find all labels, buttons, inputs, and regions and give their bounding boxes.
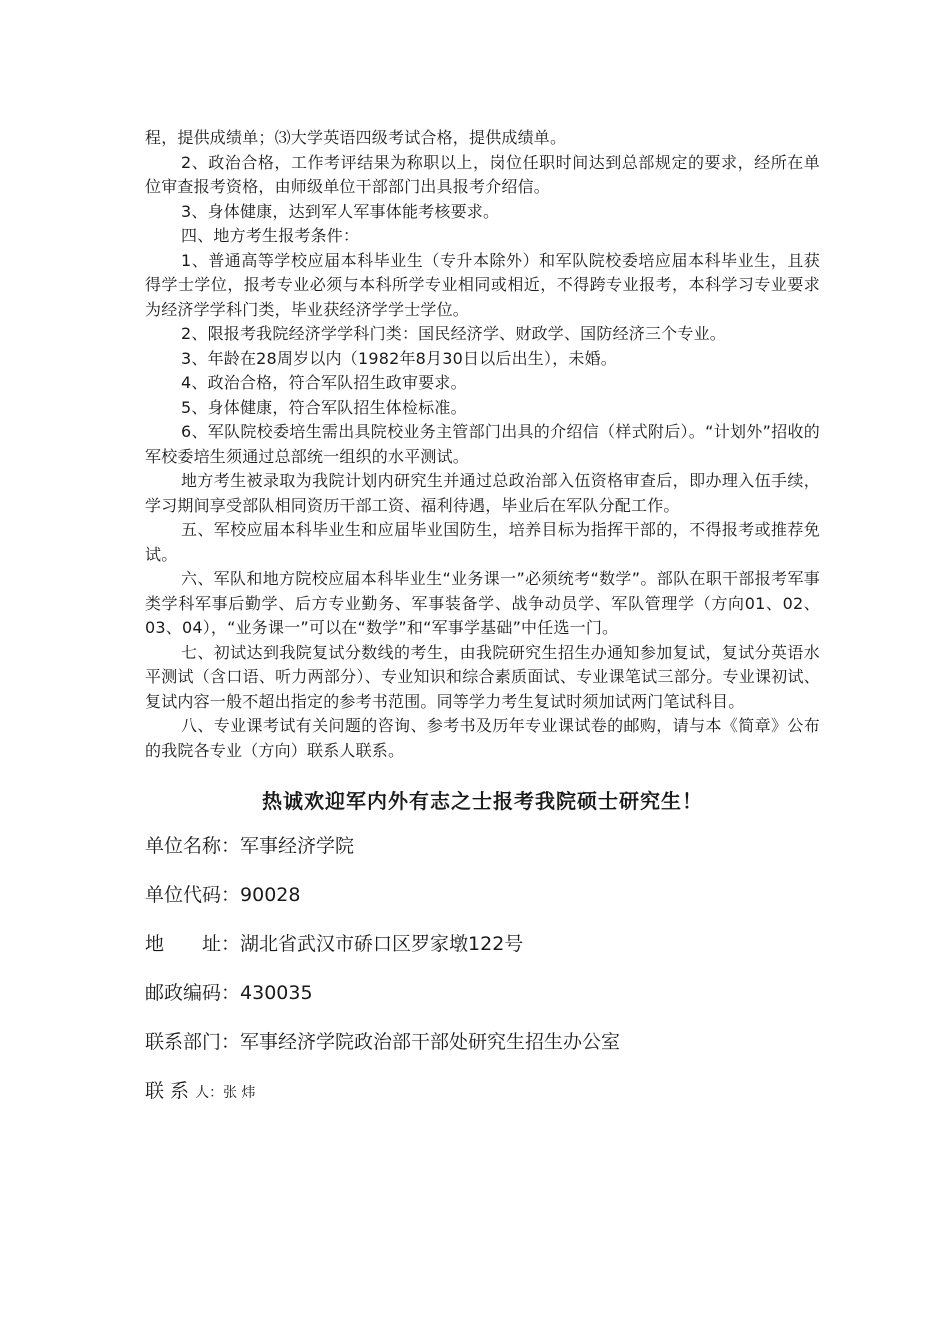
section-heading: 四、地方考生报考条件： [181, 226, 360, 245]
paragraph: 五、军校应届本科毕业生和应届毕业国防生，培养目标为指挥干部的，不得报考或推荐免试。 [145, 520, 820, 564]
address-row [145, 929, 820, 959]
postcode-row [145, 978, 820, 1008]
paragraph: 3、身体健康，达到军人军事体能考核要求。 [181, 201, 500, 221]
body-text [145, 126, 820, 763]
contact-person-label: 联 系 [145, 1080, 196, 1102]
paragraph: 地方考生被录取为我院计划内研究生并通过总政治部入伍资格审查后，即办理入伍手续，学习期间享受部队相同资历干部工资、福利待遇，毕业后在军队分配工作。 [145, 471, 820, 515]
contact-person-row [145, 1076, 820, 1106]
unit-code-value: 90028 [240, 884, 301, 906]
contact-person-value: 人：张 炜 [195, 1085, 256, 1101]
welcome-headline: 热诚欢迎军内外有志之士报考我院硕士研究生！ [262, 789, 703, 813]
paragraph: 1、普通高等学校应届本科毕业生（专升本除外）和军队院校委培应届本科毕业生，且获得学士学位，报考专业必须与本科所学专业相同或相近，不得跨专业报考，本科学习专业要求为经济学学科门类，毕业获经济学学士学位。 [145, 250, 820, 319]
paragraph: 六、军队和地方院校应届本科毕业生“业务课一”必须统考“数学”。部队在职干部报考军事类学科军事后勤学、后方专业勤务、军事装备学、战争动员学、军队管理学（方向01、02、03、04），“业务课一”可以在“数学”和“军事学基础”中任选一门。 [145, 569, 820, 637]
paragraph: 6、军队院校委培生需出具院校业务主管部门出具的介绍信（样式附后）。“计划外”招收的军校委培生须通过总部统一组织的水平测试。 [145, 422, 820, 466]
contact-info [145, 831, 820, 1106]
department-value: 军事经济学院政治部干部处研究生招生办公室 [240, 1031, 621, 1053]
paragraph: 八、专业课考试有关问题的咨询、参考书及历年专业课试卷的邮购，请与本《简章》公布的我院各专业（方向）联系人联系。 [145, 716, 820, 760]
unit-name-value: 军事经济学院 [240, 835, 355, 857]
paragraph: 七、初试达到我院复试分数线的考生，由我院研究生招生办通知参加复试，复试分英语水平测试（含口语、听力两部分）、专业知识和综合素质面试、专业课笔试三部分。专业课初试、复试内容一般不超出指定的参考书范围。同等学力考生复试时须加试两门笔试科目。 [145, 642, 820, 711]
paragraph: 5、身体健康，符合军队招生体检标准。 [181, 397, 467, 417]
paragraph: 2、限报考我院经济学学科门类：国民经济学、财政学、国防经济三个专业。 [181, 324, 726, 343]
postcode-value: 430035 [240, 982, 313, 1004]
paragraph: 程，提供成绩单；⑶大学英语四级考试合格，提供成绩单。 [145, 128, 567, 147]
unit-name-row [145, 831, 820, 861]
postcode-label: 邮政编码： [145, 982, 241, 1004]
paragraph: 3、年龄在28周岁以内（1982年8月30日以后出生），未婚。 [181, 348, 617, 368]
department-label: 联系部门： [145, 1031, 241, 1053]
address-label: 地 址： [145, 933, 241, 955]
unit-code-label: 单位代码： [145, 884, 241, 906]
unit-name-label: 单位名称： [145, 835, 241, 857]
unit-code-row [145, 880, 820, 910]
document-page [145, 126, 820, 1125]
paragraph: 2、政治合格，工作考评结果为称职以上，岗位任职时间达到总部规定的要求，经所在单位审查报考资格，由师级单位干部部门出具报考介绍信。 [145, 152, 820, 196]
address-value: 湖北省武汉市硚口区罗家墩122号 [240, 933, 524, 955]
department-row [145, 1027, 820, 1057]
paragraph: 4、政治合格，符合军队招生政审要求。 [181, 373, 467, 392]
